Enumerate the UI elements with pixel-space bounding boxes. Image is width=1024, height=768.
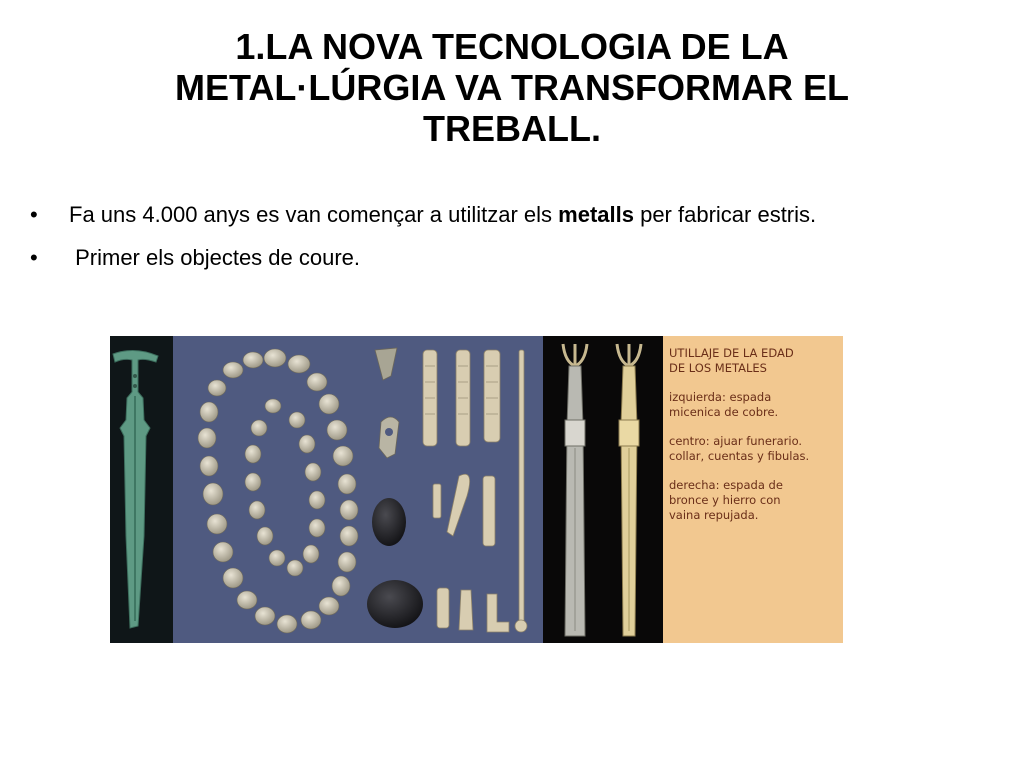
caption-right — [669, 478, 841, 523]
figure-caption-panel — [663, 336, 843, 643]
bullet-list — [30, 199, 890, 285]
bullet-bold-metalls: metalls — [558, 202, 634, 227]
caption-left — [669, 390, 841, 420]
slide-title — [100, 26, 924, 149]
bullet-item-metals — [30, 199, 890, 230]
bullet-item-copper — [30, 242, 890, 273]
metal-age-artifacts-image — [110, 336, 843, 643]
title-line-1: 1.LA NOVA TECNOLOGIA DE LA — [235, 26, 789, 67]
funerary-items-photo — [173, 336, 543, 643]
necklace-and-beads-illustration — [173, 336, 543, 643]
caption-right-line: derecha: espada de — [669, 478, 783, 492]
caption-center-line: centro: ajuar funerario. — [669, 434, 803, 448]
bullet-text-tail: per fabricar estris. — [633, 202, 817, 227]
copper-sword-photo — [110, 336, 173, 643]
title-line-3: TREBALL. — [423, 108, 601, 149]
figure-caption — [669, 346, 841, 537]
caption-right-line: vaina repujada. — [669, 508, 759, 522]
caption-heading-line: DE LOS METALES — [669, 361, 767, 375]
caption-center — [669, 434, 841, 464]
title-line-2: METAL·LÚRGIA VA TRANSFORMAR EL — [175, 67, 849, 108]
caption-center-line: collar, cuentas y fibulas. — [669, 449, 810, 463]
caption-right-line: bronce y hierro con — [669, 493, 781, 507]
copper-sword-illustration — [110, 336, 173, 643]
bullet-text: Primer els objectes de coure. — [69, 245, 361, 270]
sheathed-swords-illustration — [543, 336, 663, 643]
bullet-marker: • — [30, 245, 38, 270]
caption-left-line: izquierda: espada — [669, 390, 772, 404]
caption-heading-line: UTILLAJE DE LA EDAD — [669, 346, 794, 360]
bronze-iron-swords-photo — [543, 336, 663, 643]
caption-heading — [669, 346, 841, 376]
bullet-marker: • — [30, 202, 38, 227]
caption-left-line: micenica de cobre. — [669, 405, 779, 419]
bullet-text: Fa uns 4.000 anys es van començar a utilitzar els — [69, 202, 559, 227]
